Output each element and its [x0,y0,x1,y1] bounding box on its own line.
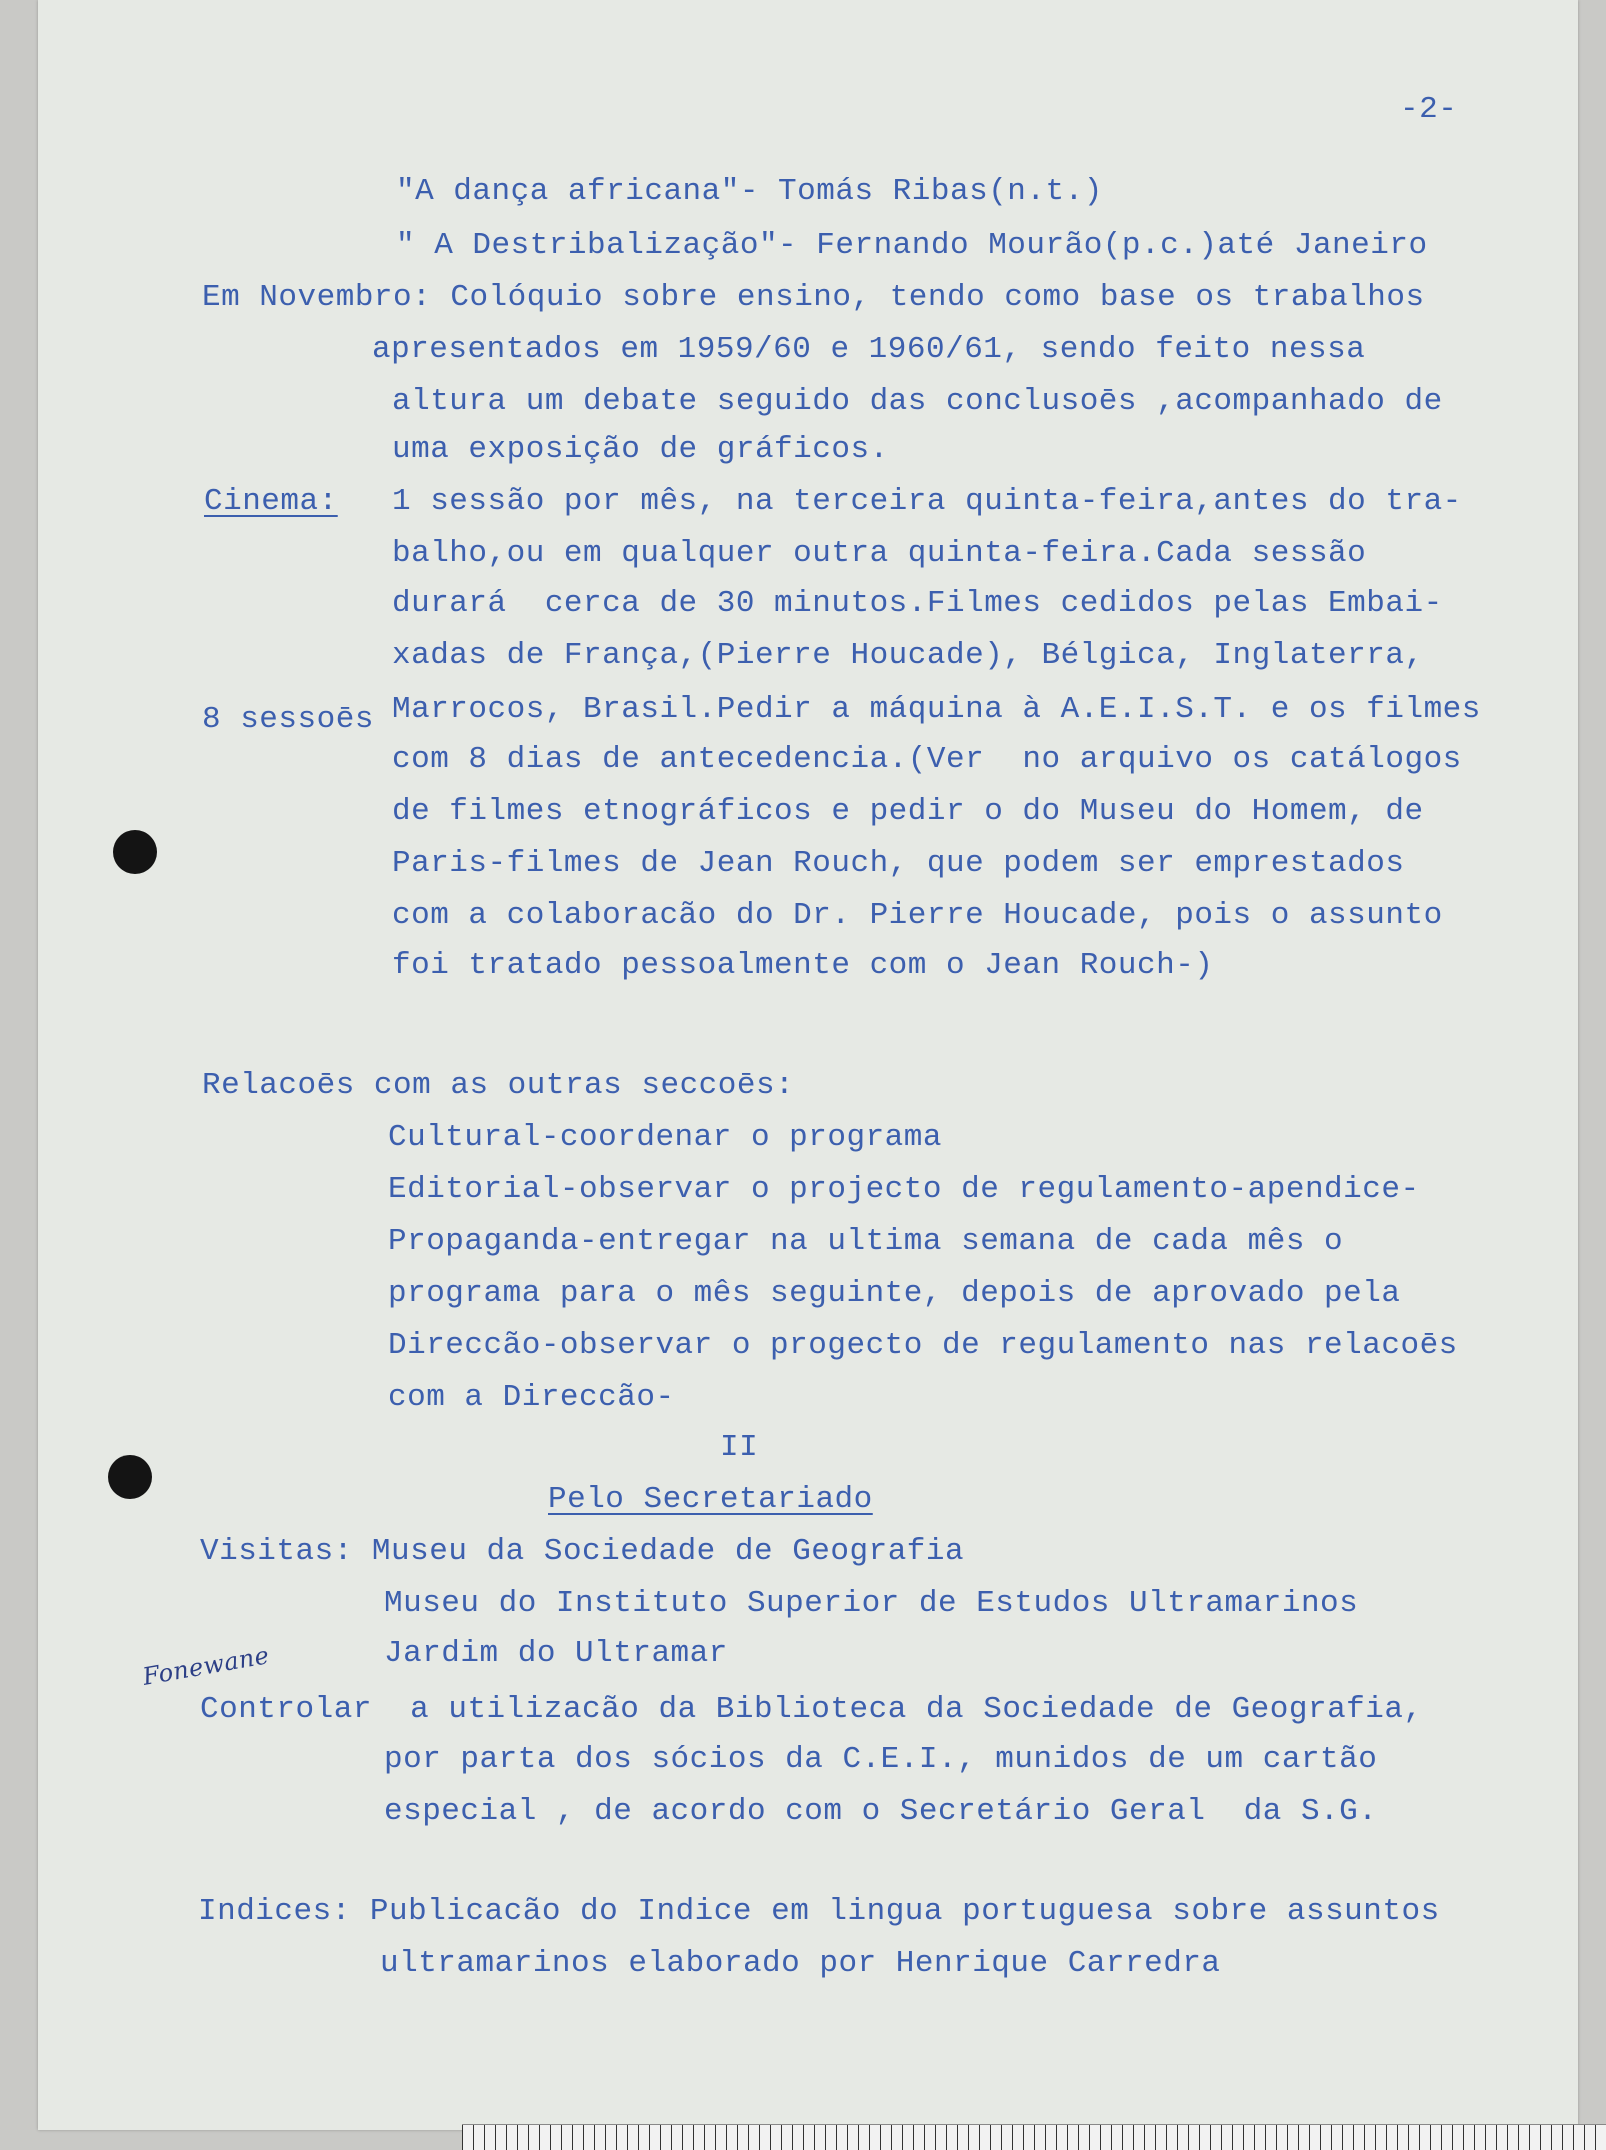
text-line: Direccão-observar o progecto de regulamento nas relacoēs [388,1328,1458,1363]
text-line: por parta dos sócios da C.E.I., munidos de um cartão [384,1742,1378,1777]
text-line: Marrocos, Brasil.Pedir a máquina à A.E.I.S.T. e os filmes [392,692,1481,727]
text-line: Propaganda-entregar na ultima semana de cada mês o [388,1224,1344,1259]
text-line: com a colaboracão do Dr. Pierre Houcade, pois o assunto [392,898,1443,933]
text-line: Relacoēs com as outras seccoēs: [202,1068,795,1103]
text-line: Controlar a utilizacão da Biblioteca da Sociedade de Geografia, [200,1692,1423,1727]
text-line: balho,ou em qualquer outra quinta-feira.Cada sessão [392,536,1367,571]
margin-label-cinema: Cinema: [204,484,338,519]
text-line: Editorial-observar o projecto de regulamento-apendice- [388,1172,1420,1207]
margin-label-sessions: 8 sessoēs [202,702,374,737]
text-line: com 8 dias de antecedencia.(Ver no arquivo os catálogos [392,742,1462,777]
text-line: 1 sessão por mês, na terceira quinta-feira,antes do tra- [392,484,1462,519]
text-line: durará cerca de 30 minutos.Filmes cedidos pelas Embai- [392,586,1443,621]
text-line: uma exposição de gráficos. [392,432,889,467]
handwritten-note: Fonewane [140,1641,272,1691]
text-line: programa para o mês seguinte, depois de aprovado pela [388,1276,1401,1311]
text-line: de filmes etnográficos e pedir o do Museu do Homem, de [392,794,1424,829]
text-line: foi tratado pessoalmente com o Jean Rouch-) [392,948,1214,983]
text-line: Visitas: Museu da Sociedade de Geografia [200,1534,965,1569]
text-line: apresentados em 1959/60 e 1960/61, sendo feito nessa [372,332,1366,367]
page-number: -2- [1400,92,1458,127]
section-numeral: II [720,1430,759,1465]
text-line: Cultural-coordenar o programa [388,1120,942,1155]
text-line: Indices: Publicacão do Indice em lingua portuguesa sobre assuntos [198,1894,1440,1929]
text-line: Jardim do Ultramar [384,1636,728,1671]
text-line: especial , de acordo com o Secretário Geral da S.G. [384,1794,1378,1829]
text-line: com a Direccão- [388,1380,675,1415]
text-line: altura um debate seguido das conclusoēs ,acompanhado de [392,384,1443,419]
text-line: " A Destribalização"- Fernando Mourão(p.c.)até Janeiro [396,228,1428,263]
text-line: "A dança africana"- Tomás Ribas(n.t.) [396,174,1103,209]
text-line: Em Novembro: Colóquio sobre ensino, tendo como base os trabalhos [202,280,1425,315]
text-line: ultramarinos elaborado por Henrique Carredra [380,1946,1221,1981]
section-heading: Pelo Secretariado [548,1482,873,1517]
text-line: Paris-filmes de Jean Rouch, que podem ser emprestados [392,846,1405,881]
text-line: Museu do Instituto Superior de Estudos Ultramarinos [384,1586,1359,1621]
text-line: xadas de França,(Pierre Houcade), Bélgica, Inglaterra, [392,638,1424,673]
